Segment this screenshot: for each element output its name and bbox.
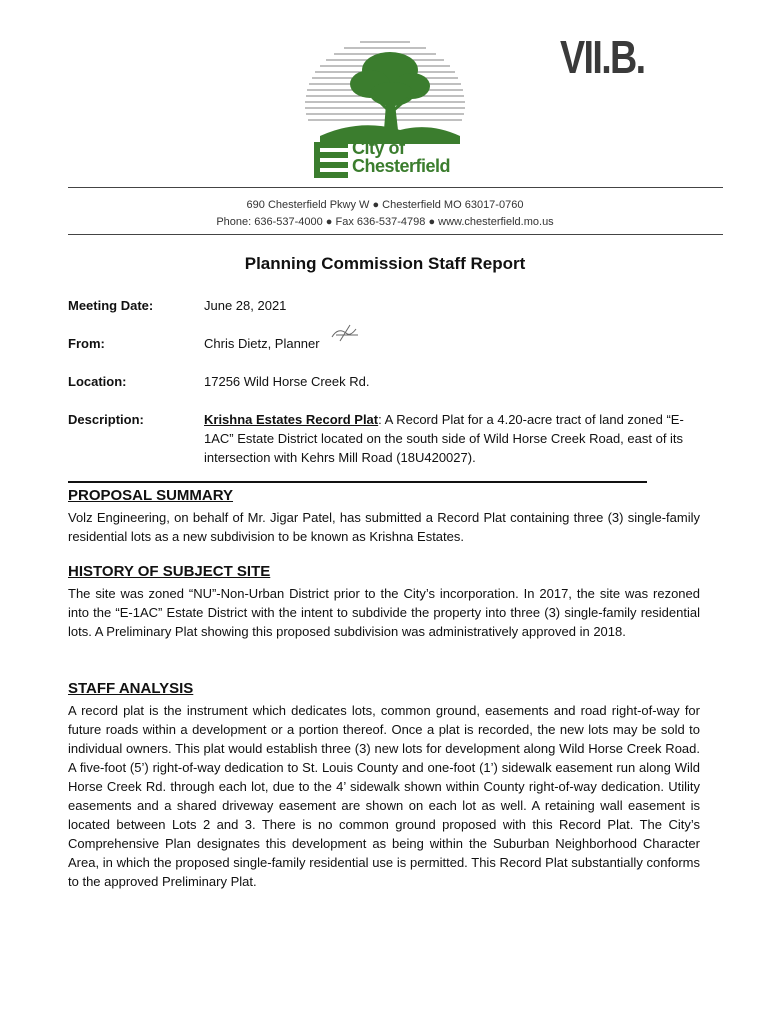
description-plat-name: Krishna Estates Record Plat xyxy=(204,412,379,427)
header-rule-top xyxy=(68,187,723,188)
meeting-date-label: Meeting Date: xyxy=(68,298,154,313)
staff-analysis-text: A record plat is the instrument which dedicates lots, common ground, easements and road right-of-way for future roads within a development or a portion thereof. Once a plat is recorded, the new lots may be sold to individual owners. This plat would establish three (3) new lots for development along Wild Horse Creek Road. A five-foot (5’) right-of-way dedication to St. Louis County and one-foot (1’) sidewalk easement run along Wild Horse Creek Rd. through each lot, due to the 4’ sidewalk shown within County right-of-way dedication. Utility easements and a shared driveway easement are shown on each lot as well. A retaining wall easement is located between Lots 2 and 3. There is no common ground proposed with this Record Plat. The City’s Comprehensive Plan designates this development as being within the Suburban Neighborhood Character Area, in which the proposed single-family residential use is permitted. This Record Plat substantially conforms to the approved Preliminary Plat. xyxy=(68,703,700,889)
logo-text-chesterfield: Chesterfield xyxy=(352,156,451,176)
meeting-date-value: June 28, 2021 xyxy=(204,298,287,313)
history-heading: HISTORY OF SUBJECT SITE xyxy=(68,563,271,580)
proposal-summary-text: Volz Engineering, on behalf of Mr. Jigar Patel, has submitted a Record Plat containing three (3) single-family residential lots as a new subdivision to be known as Krishna Estates. xyxy=(68,510,700,544)
description-text: : A Record Plat for a 4.20-acre tract of land zoned “E-1AC” Estate District located on the south side of Wild Horse Creek Road, east of its intersection with Kehrs Mill Road (18U420027). xyxy=(204,412,684,465)
header-rule-bottom xyxy=(68,234,723,235)
signature-initials-icon xyxy=(328,323,362,345)
logo-text-city-of: City of xyxy=(352,138,405,158)
description-divider xyxy=(68,481,647,483)
staff-analysis-heading: STAFF ANALYSIS xyxy=(68,680,194,697)
location-value: 17256 Wild Horse Creek Rd. xyxy=(204,374,370,389)
from-label: From: xyxy=(68,336,105,351)
description-value xyxy=(204,410,704,467)
proposal-summary-heading: PROPOSAL SUMMARY xyxy=(68,487,234,504)
description-label: Description: xyxy=(68,412,144,427)
location-label: Location: xyxy=(68,374,127,389)
history-text: The site was zoned “NU”-Non-Urban District prior to the City’s incorporation. In 2017, the site was rezoned into the “E-1AC” Estate District with the intent to subdivide the property into three (3) single-family residential lots. A Preliminary Plat showing this proposed subdivision was administratively approved in 2018. xyxy=(68,586,700,639)
from-value: Chris Dietz, Planner xyxy=(204,336,320,351)
contact-line: Phone: 636-537-4000 ● Fax 636-537-4798 ● www.chesterfield.mo.us xyxy=(216,216,554,228)
address-line: 690 Chesterfield Pkwy W ● Chesterfield MO 63017-0760 xyxy=(246,199,524,211)
report-title: Planning Commission Staff Report xyxy=(244,254,526,273)
agenda-item-number: VII.B. xyxy=(560,31,645,83)
